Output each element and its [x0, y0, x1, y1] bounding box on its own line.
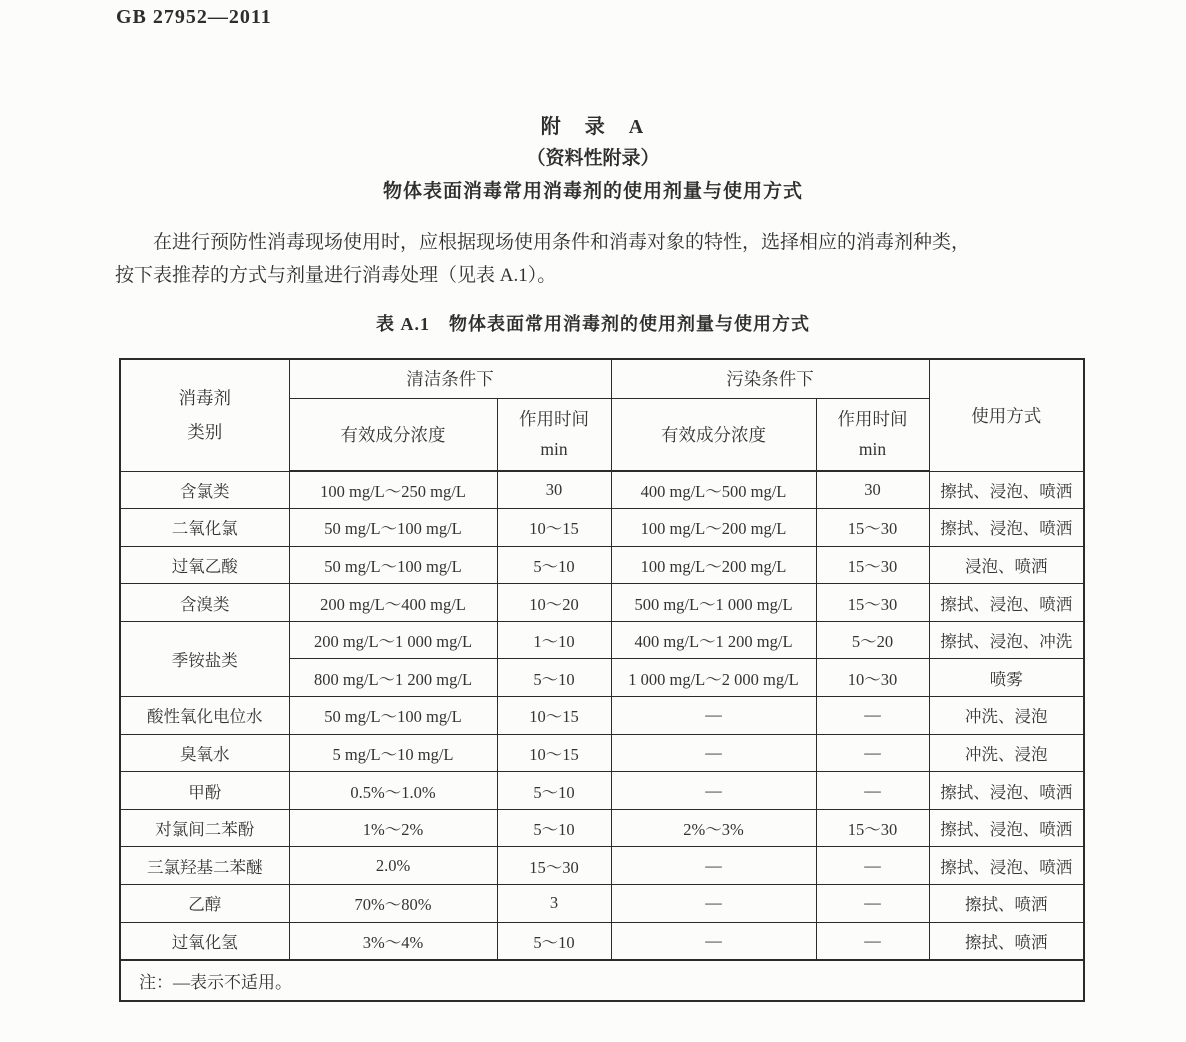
table-caption: 表 A.1 物体表面常用消毒剂的使用剂量与使用方式 — [376, 314, 810, 334]
cell-clean-concentration: 50 mg/L～100 mg/L — [289, 546, 497, 584]
cell-clean-concentration: 200 mg/L～1 000 mg/L — [289, 621, 497, 659]
cell-clean-time: 10～15 — [497, 697, 611, 735]
cell-category: 臭氧水 — [120, 734, 289, 772]
cell-category: 过氧乙酸 — [120, 546, 289, 584]
cell-usage: 擦拭、喷洒 — [929, 885, 1084, 923]
cell-polluted-concentration: — — [611, 734, 816, 772]
cell-clean-concentration: 100 mg/L～250 mg/L — [289, 471, 497, 509]
appendix-title: 附 录 A — [540, 116, 646, 138]
cell-polluted-concentration: — — [611, 922, 816, 960]
table-row — [120, 847, 1084, 885]
cell-usage: 擦拭、浸泡、喷洒 — [929, 471, 1084, 509]
cell-clean-concentration: 50 mg/L～100 mg/L — [289, 509, 497, 547]
header-polluted-time-label: 作用时间 — [837, 409, 908, 430]
cell-polluted-time: — — [816, 885, 929, 923]
cell-polluted-time: — — [816, 697, 929, 735]
cell-polluted-time: — — [816, 922, 929, 960]
table-row — [120, 772, 1084, 810]
cell-usage: 擦拭、浸泡、喷洒 — [929, 809, 1084, 847]
cell-usage: 浸泡、喷洒 — [929, 546, 1084, 584]
intro-line-2: 按下表推荐的方式与剂量进行消毒处理（见表 A.1）。 — [115, 265, 557, 286]
cell-polluted-concentration: — — [611, 847, 816, 885]
cell-category: 季铵盐类 — [120, 621, 289, 696]
header-clean-time-unit: min — [540, 439, 568, 460]
cell-clean-time: 10～20 — [497, 584, 611, 622]
table-row — [120, 471, 1084, 509]
cell-usage: 擦拭、喷洒 — [929, 922, 1084, 960]
cell-clean-concentration: 1%～2% — [289, 809, 497, 847]
cell-clean-time: 5～10 — [497, 772, 611, 810]
cell-clean-time: 10～15 — [497, 734, 611, 772]
cell-polluted-time: — — [816, 847, 929, 885]
cell-category: 甲酚 — [120, 772, 289, 810]
cell-clean-time: 30 — [497, 471, 611, 509]
header-clean-time — [497, 398, 611, 471]
table-row — [120, 697, 1084, 735]
header-usage: 使用方式 — [929, 359, 1084, 471]
cell-polluted-concentration: 400 mg/L～500 mg/L — [611, 471, 816, 509]
header-clean-group: 清洁条件下 — [289, 359, 611, 398]
cell-clean-concentration: 2.0% — [289, 847, 497, 885]
cell-polluted-concentration: — — [611, 885, 816, 923]
table-row — [120, 621, 1084, 659]
cell-usage: 冲洗、浸泡 — [929, 697, 1084, 735]
cell-clean-concentration: 70%～80% — [289, 885, 497, 923]
table-row — [120, 885, 1084, 923]
cell-category: 二氧化氯 — [120, 509, 289, 547]
header-polluted-time — [816, 398, 929, 471]
table-row — [120, 809, 1084, 847]
table-note: 注：—表示不适用。 — [120, 960, 1084, 1001]
cell-usage: 擦拭、浸泡、喷洒 — [929, 509, 1084, 547]
cell-polluted-time: — — [816, 734, 929, 772]
header-clean-concentration: 有效成分浓度 — [289, 398, 497, 471]
table-note-row — [120, 960, 1084, 1001]
cell-polluted-time: 15～30 — [816, 584, 929, 622]
cell-category: 酸性氧化电位水 — [120, 697, 289, 735]
cell-clean-time: 10～15 — [497, 509, 611, 547]
cell-clean-concentration: 50 mg/L～100 mg/L — [289, 697, 497, 735]
cell-clean-time: 5～10 — [497, 659, 611, 697]
header-polluted-concentration: 有效成分浓度 — [611, 398, 816, 471]
header-clean-time-label: 作用时间 — [519, 409, 589, 430]
table-header-row-1 — [120, 359, 1084, 398]
cell-category: 过氧化氢 — [120, 922, 289, 960]
cell-polluted-concentration: 400 mg/L～1 200 mg/L — [611, 621, 816, 659]
cell-usage: 擦拭、浸泡、喷洒 — [929, 772, 1084, 810]
cell-polluted-time: 5～20 — [816, 621, 929, 659]
cell-category: 含溴类 — [120, 584, 289, 622]
cell-category: 含氯类 — [120, 471, 289, 509]
cell-polluted-concentration: 100 mg/L～200 mg/L — [611, 509, 816, 547]
cell-clean-time: 3 — [497, 885, 611, 923]
cell-category: 乙醇 — [120, 885, 289, 923]
intro-paragraph — [115, 226, 1157, 292]
table-row — [120, 922, 1084, 960]
cell-clean-time: 5～10 — [497, 546, 611, 584]
cell-polluted-concentration: 500 mg/L～1 000 mg/L — [611, 584, 816, 622]
cell-polluted-time: 10～30 — [816, 659, 929, 697]
cell-clean-time: 5～10 — [497, 809, 611, 847]
cell-polluted-concentration: 1 000 mg/L～2 000 mg/L — [611, 659, 816, 697]
cell-clean-concentration: 800 mg/L～1 200 mg/L — [289, 659, 497, 697]
cell-usage: 喷雾 — [929, 659, 1084, 697]
cell-polluted-time: 30 — [816, 471, 929, 509]
appendix-subtitle: （资料性附录） — [526, 148, 660, 169]
cell-polluted-time: 15～30 — [816, 546, 929, 584]
cell-clean-time: 1～10 — [497, 621, 611, 659]
cell-usage: 冲洗、浸泡 — [929, 734, 1084, 772]
cell-clean-concentration: 5 mg/L～10 mg/L — [289, 734, 497, 772]
header-category-line1: 消毒剂 — [178, 388, 231, 409]
appendix-heading: 物体表面消毒常用消毒剂的使用剂量与使用方式 — [382, 181, 803, 202]
table-row — [120, 734, 1084, 772]
cell-category: 对氯间二苯酚 — [120, 809, 289, 847]
cell-polluted-time: 15～30 — [816, 509, 929, 547]
cell-polluted-time: 15～30 — [816, 809, 929, 847]
standard-number: GB 27952—2011 — [116, 6, 272, 28]
table-row — [120, 509, 1084, 547]
cell-category: 三氯羟基二苯醚 — [120, 847, 289, 885]
header-polluted-time-unit: min — [858, 439, 887, 460]
cell-usage: 擦拭、浸泡、喷洒 — [929, 847, 1084, 885]
header-polluted-group: 污染条件下 — [611, 359, 929, 398]
cell-usage: 擦拭、浸泡、喷洒 — [929, 584, 1084, 622]
cell-polluted-concentration: — — [611, 772, 816, 810]
cell-clean-concentration: 3%～4% — [289, 922, 497, 960]
table-row — [120, 584, 1084, 622]
cell-polluted-concentration: — — [611, 697, 816, 735]
header-category — [120, 359, 289, 471]
cell-polluted-concentration: 2%～3% — [611, 809, 816, 847]
cell-polluted-time: — — [816, 772, 929, 810]
cell-usage: 擦拭、浸泡、冲洗 — [929, 621, 1084, 659]
table-row — [120, 546, 1084, 584]
intro-line-1: 在进行预防性消毒现场使用时，应根据现场使用条件和消毒对象的特性，选择相应的消毒剂种类， — [153, 232, 971, 253]
cell-clean-concentration: 0.5%～1.0% — [289, 772, 497, 810]
cell-clean-time: 5～10 — [497, 922, 611, 960]
cell-clean-concentration: 200 mg/L～400 mg/L — [289, 584, 497, 622]
cell-clean-time: 15～30 — [497, 847, 611, 885]
header-category-line2: 类别 — [187, 422, 223, 443]
disinfectant-table — [119, 358, 1085, 1002]
cell-polluted-concentration: 100 mg/L～200 mg/L — [611, 546, 816, 584]
